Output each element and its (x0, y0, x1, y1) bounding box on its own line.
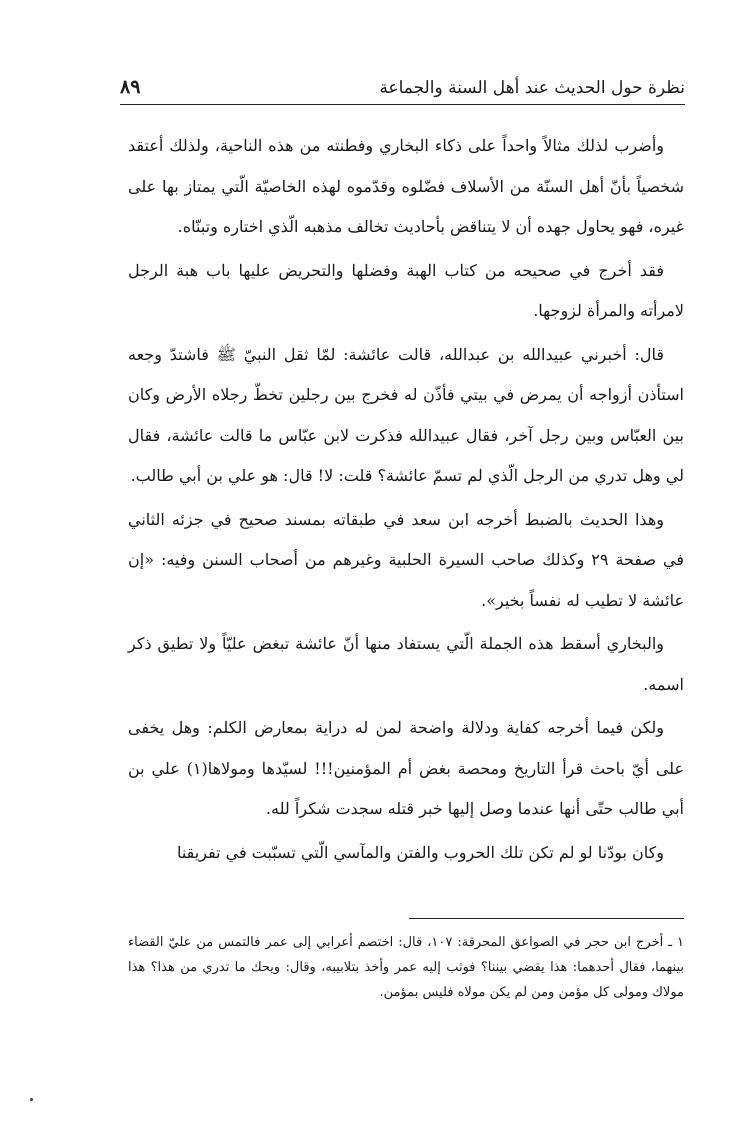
main-text (128, 126, 684, 876)
paragraph: وهذا الحديث بالضبط أخرجه ابن سعد في طبقاته بمسند صحيح في جزئه الثاني في صفحة ٢٩ وكذلك صاحب السيرة الحلبية وغيرهم من أصحاب السنن وفيه: «إن عائشة لا تطيب له نفساً بخير». (128, 509, 684, 610)
page-header (120, 70, 685, 106)
header-rule (120, 104, 685, 105)
page-speck (30, 1098, 33, 1101)
paragraph: وأضرب لذلك مثالاً واحداً على ذكاء البخاري وفطنته من هذه الناحية، ولذلك أعتقد شخصياً بأنّ أهل السنّة من الأسلاف فضّلوه وقدّموه لهذه الخاصيّة الّتي يمتاز بها على غيره، فهو يحاول جهده أن لا يتناقض بأحاديث تخالف مذهبه الّذي اختاره وتبنّاه. (128, 136, 684, 236)
page-number: ٨٩ (120, 76, 141, 98)
paragraph: وكان بودّنا لو لم تكن تلك الحروب والفتن والمآسي الّتي تسبّبت في تفريقنا (176, 842, 664, 862)
paragraph: قال: أخبرني عبيدالله بن عبدالله، قالت عائشة: لمّا ثقل النبيّ ﷺ فاشتدّ وجعه استأذن أزواجه أن يمرض في بيتي فأذّن له فخرج بين رجلين تخطّ رجلاه الأرض وكان بين العبّاس وبين رجل آخر، فقال عبيدالله فذكرت لابن عبّاس ما قالت عائشة، فقال لي وهل تدري من الرجل الّذي لم تسمّ عائشة؟ قلت: لا! قال: هو علي بن أبي طالب. (128, 344, 685, 485)
running-title: نظرة حول الحديث عند أهل السنة والجماعة (379, 78, 685, 98)
paragraph: فقد أخرج في صحيحه من كتاب الهبة وفضلها والتحريض عليها باب هبة الرجل لامرأته والمرأة لزوجها. (128, 260, 684, 320)
paragraph: ولكن فيما أخرجه كفاية ودلالة واضحة لمن له دراية بمعارض الكلم: وهل يخفى على أيّ باحث قرأ التاريخ ومحصة بغض أم المؤمنين!!! لسيّدها ومولاها(١) علي بن أبي طالب حتّى أنها عندما وصل إليها خبر قتله سجدت شكراً لله. (128, 718, 684, 818)
footnote-rule (409, 918, 684, 919)
paragraph: والبخاري أسقط هذه الجملة الّتي يستفاد منها أنّ عائشة تبغض عليّاً ولا تطيق ذكر اسمه. (128, 634, 684, 694)
footnote: ١ ـ أخرج ابن حجر في الصواعق المحرقة: ١٠٧، قال: اختصم أعرابي إلى عمر فالتمس من عليّ القضاء بينهما، فقال أحدهما: هذا يقضي بيننا؟ فوثب إليه عمر وأخذ بتلابيبه، وقال: ويحك ما تدري من هذا؟ هذا مولاك ومولى كل مؤمن ومن لم يكن مولاه فليس بمؤمن. (128, 935, 684, 1000)
footnotes (128, 930, 684, 1005)
